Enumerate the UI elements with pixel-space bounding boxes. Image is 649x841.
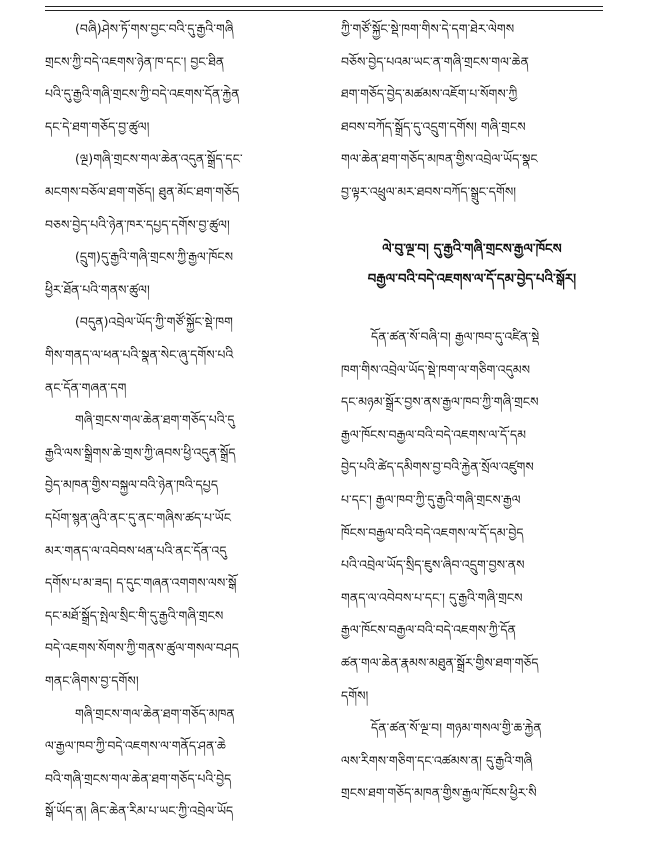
text-line: (དྲུག)དུ་རྒྱའི་གཞི་གྲངས་ཀྱི་རྒྱལ་ཁོངས bbox=[75, 249, 234, 265]
text-line: གལ་ཆེན་ཐག་གཅོད་མཁན་གྱིས་འབྲེལ་ཡོད་སྣང bbox=[341, 151, 538, 167]
text-line: དཔོག་སྙན་ཞུའི་ནང་དུ་ནང་གཞིས་ཚད་པ་ཡོང bbox=[45, 510, 232, 525]
text-line: སྒོ་ཡོད་ན། ཞིང་ཆེན་རིམ་པ་ཡང་ཀྱི་འབྲེལ་ཡོད bbox=[45, 803, 234, 819]
text-line: གཞི་གྲངས་གལ་ཆེན་ཐག་གཅོད་པའི་དུ bbox=[75, 412, 235, 428]
top-rule-thin bbox=[45, 10, 603, 11]
text-line: དང་མཐོ་སྒྲོད་སྤེལ་སྲིང་གི་དུ་རྒྱའི་གཞི་གྲངས bbox=[45, 607, 224, 623]
text-line: དོན་ཚན་སོ་བཞི་བ། རྒྱལ་ཁབ་དུ་འཛིན་སྡེ bbox=[371, 329, 540, 344]
text-line: ཁག་གིས་འབྲེལ་ཡོད་སྡེ་ཁག་ལ་གཅིག་འདུམས bbox=[341, 361, 531, 377]
text-line: གནད་ལ་འབེབས་པ་དང་། དུ་རྒྱའི་གཞི་གྲངས bbox=[341, 589, 523, 605]
text-line: ཀྱི་གཙོ་སྐྱོང་སྡེ་ཁག་གིས་དེ་དག་ཐེར་ལེགས bbox=[341, 21, 515, 36]
text-line: དགོས། bbox=[341, 687, 369, 703]
text-line: (ལྔ)གཞི་གྲངས་གལ་ཆེན་འདུན་སྒྲོད་དང་ bbox=[75, 151, 243, 167]
top-rule bbox=[45, 6, 603, 7]
text-line: (བདུན)འབྲེལ་ཡོད་ཀྱི་གཙོ་སྐྱོང་སྡེ་ཁག bbox=[75, 314, 233, 330]
text-line: མངགས་བཅོལ་ཐག་གཅོད། ཐུན་མོང་ཐག་གཅོད bbox=[45, 184, 240, 199]
text-line: རྒྱའི་ལས་སྒྲིགས་ཆེ་གྲས་ཀྱི་ཞབས་ཕྱི་འདུན་སྒྲོད bbox=[45, 444, 236, 460]
text-line: གིས་གནད་ལ་ཕན་པའི་སྣན་སེང་ཞུ་དགོས་པའི bbox=[45, 347, 234, 362]
text-line: བའི་གཞི་གྲངས་གལ་ཆེན་ཐག་གཅོད་པའི་བྱེད bbox=[45, 770, 232, 786]
text-line: ལས་རིགས་གཅིག་དང་འཚམས་ན། དུ་རྒྱའི་གཞི bbox=[341, 752, 533, 768]
text-line: བྱ་ལྟར་འཕྲུལ་མར་ཐབས་བཀོད་སྒྲུང་དགོས། bbox=[341, 184, 517, 199]
text-line: པའི་དུ་རྒྱའི་གཞི་གྲངས་ཀྱི་བདེ་འཇགས་དོན་རྐྱེན bbox=[45, 86, 240, 102]
text-line: དོན་ཚན་སོ་ལྔ་བ། གཉམ་གསལ་གྱི་ཆ་རྐྱེན bbox=[371, 720, 542, 736]
text-line: མར་གནད་ལ་འབེབས་ཕན་པའི་ནང་དོན་འདུ bbox=[45, 542, 227, 558]
text-line: ནང་དོན་གཞན་དག bbox=[45, 379, 127, 395]
chapter-heading-line: ལེ་བུ་ལྔ་བ། དུ་རྒྱའི་གཞི་གྲངས་རྒྱལ་ཁོངས bbox=[382, 242, 562, 257]
text-line: པ་དང་། རྒྱལ་ཁབ་ཀྱི་དུ་རྒྱའི་གཞི་གྲངས་རྒྱལ bbox=[341, 492, 521, 507]
text-line: བཅས་བྱེད་པའི་ཉེན་ཁར་དཔྱད་དགོས་བྱ་ཚུལ། bbox=[45, 216, 230, 232]
text-line: ཐག་གཅོད་བྱེད་མཚམས་འཇོག་པ་སོགས་ཀྱི bbox=[341, 86, 518, 102]
text-line: གཞི་གྲངས་གལ་ཆེན་ཐག་གཅོད་མཁན bbox=[75, 705, 235, 721]
text-line: གྲངས་ཐག་གཅོད་མཁན་གྱིས་རྒྱལ་ཁོངས་ཕྱིར་སི bbox=[341, 785, 537, 801]
text-line: བྱེད་པའི་ཚེད་དམིགས་བྱ་བའི་རྐྱེན་སྲོལ་འཛུགས bbox=[341, 459, 534, 475]
text-line: བདེ་འཇགས་སོགས་ཀྱི་གནས་ཚུལ་གསལ་བཤད bbox=[45, 640, 240, 656]
text-line: གནང་ཞིགས་བྱ་དགོས། bbox=[45, 673, 139, 688]
text-line: བཅོས་བྱེད་པའམ་ཡང་ན་གཞི་གྲངས་གལ་ཆེན bbox=[341, 53, 529, 69]
text-line: ཐབས་བཀོད་སྒྲོད་དུ་འདྲུག་དགོས། གཞི་གྲངས bbox=[341, 118, 526, 134]
text-line: རྒྱལ་ཁོངས་བརྒྱལ་བའི་བདེ་འཇགས་ལ་དོ་དམ bbox=[341, 426, 527, 442]
text-line: ཁོངས་བརྒྱལ་བའི་བདེ་འཇགས་ལ་དོ་དམ་བྱེད bbox=[341, 524, 524, 540]
text-line: པའི་འབྲེལ་ཡོད་སྲིད་ཇུས་ཞིབ་འདྲུག་བྱས་ནས bbox=[341, 557, 525, 573]
text-line: དང་མཉམ་སྒྲོར་བྱས་ནས་རྒྱལ་ཁབ་ཀྱི་གཞི་གྲངས bbox=[341, 394, 539, 410]
text-line: (བཞི)ཤེས་ཏོ་གས་བྱང་བའི་དུ་རྒྱའི་གཞི bbox=[75, 21, 234, 36]
text-line: དང་དེ་ཐག་གཅོད་བྱ་ཚུལ། bbox=[45, 118, 150, 134]
text-line: རྒྱལ་ཁོངས་བརྒྱལ་བའི་བདེ་འཇགས་ཀྱི་དོན bbox=[341, 622, 516, 638]
text-line: ལ་རྒྱལ་ཁབ་ཀྱི་བདེ་འཇགས་ལ་གནོད་ཤན་ཆེ bbox=[45, 738, 226, 754]
chapter-heading-line: བརྒྱལ་བའི་བདེ་འཇགས་ལ་དོ་དམ་བྱེད་པའི་སྒོར། bbox=[367, 272, 577, 287]
text-line: གྲངས་ཀྱི་བདེ་འཇགས་ཉེན་ཁ་དང་། བྱང་ཐིན bbox=[45, 53, 225, 69]
text-line: དགོས་པ་མ་ཟད། ད་དུང་གཞན་འགགས་ལས་སྒོ bbox=[45, 575, 237, 591]
text-line: བྱེད་མཁན་གྱིས་བསྐྱལ་བའི་ཉེན་ཁའི་དཔྱད bbox=[45, 477, 219, 493]
text-line: ཕྱིར་ཐོན་པའི་གནས་ཚུལ། bbox=[45, 281, 150, 297]
text-line: ཚན་གལ་ཆེན་རྣམས་མཐུན་སྒྲོར་གྱིས་ཐག་གཅོད bbox=[341, 655, 539, 670]
